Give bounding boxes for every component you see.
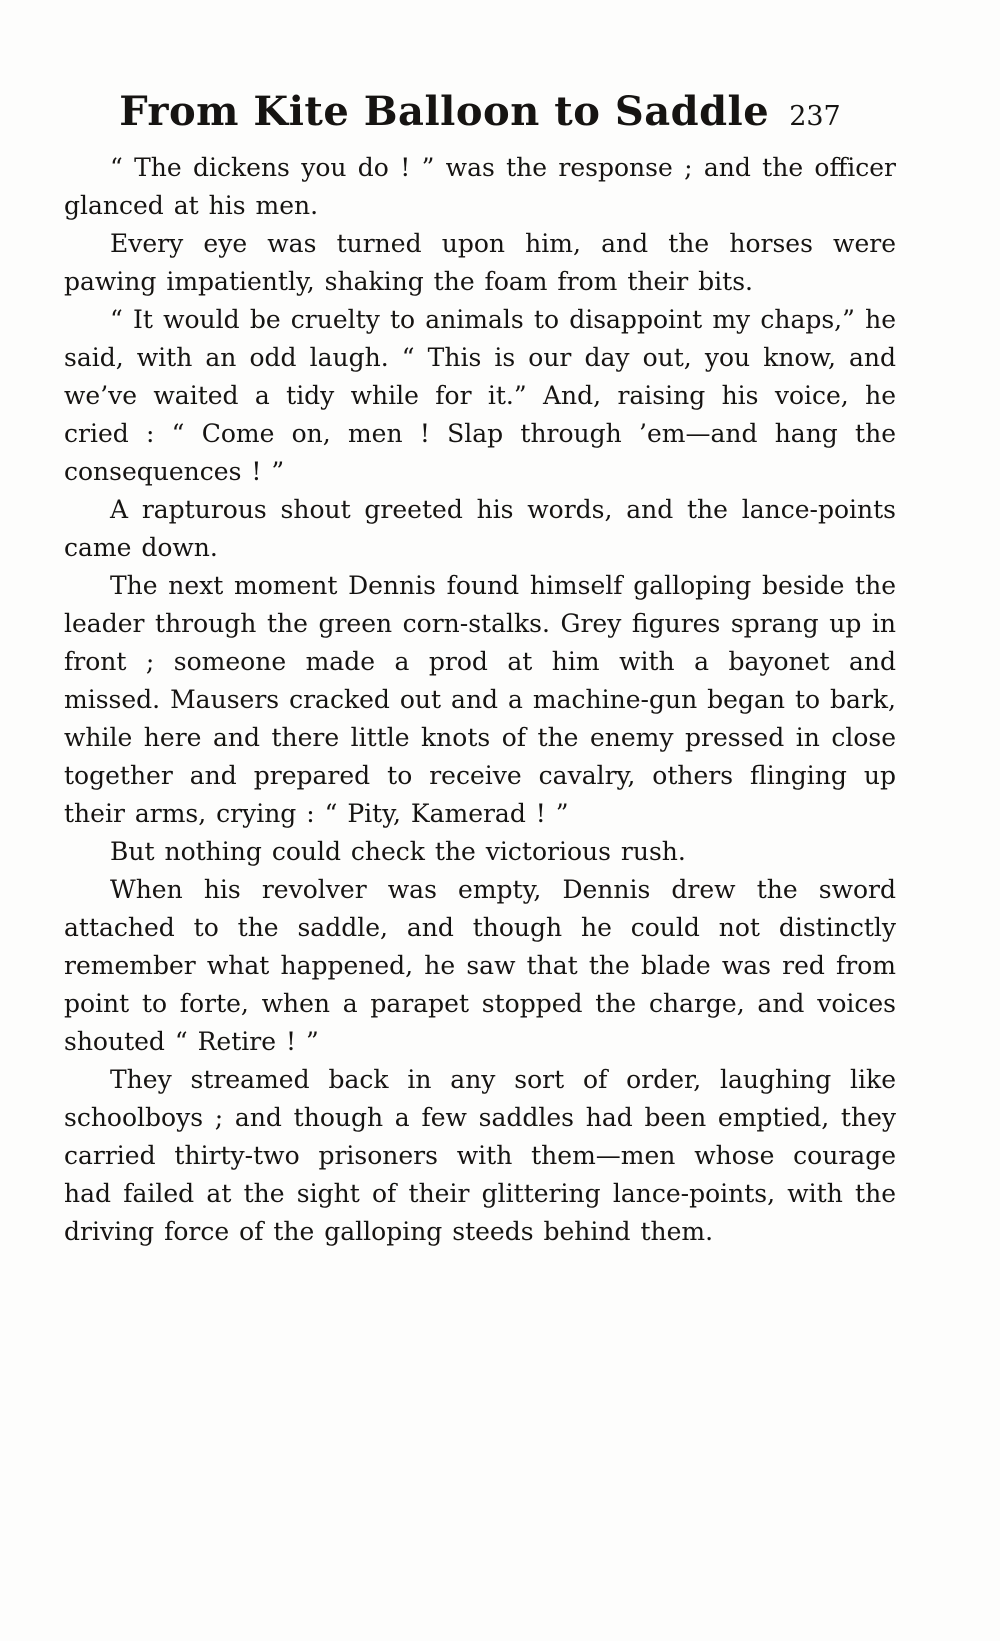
paragraph: A rapturous shout greeted his words, and the lance-points came down. bbox=[64, 495, 896, 562]
paragraph: The next moment Dennis found himself galloping beside the leader through the green corn-stalks. Grey figures sprang up in front ; someone made a prod at him with a bayonet and missed. Mausers cracked out and a machine-gun began to bark, while here and there little knots of the enemy pressed in close together and prepared to receive cavalry, others flinging up their arms, crying : “ Pity, Kamerad ! ” bbox=[64, 571, 896, 828]
page-header bbox=[64, 88, 896, 135]
page-body bbox=[64, 149, 896, 1251]
chapter-title: From Kite Balloon to Saddle bbox=[119, 88, 770, 135]
paragraph: They streamed back in any sort of order, laughing like schoolboys ; and though a few saddles had been emptied, they carried thirty-two prisoners with them—men whose courage had failed at the sight of their glittering lance-points, with the driving force of the galloping steeds behind them. bbox=[64, 1065, 896, 1246]
paragraph: Every eye was turned upon him, and the horses were pawing impatiently, shaking the foam from their bits. bbox=[64, 229, 896, 296]
paragraph: But nothing could check the victorious rush. bbox=[110, 837, 686, 866]
paragraph: When his revolver was empty, Dennis drew the sword attached to the saddle, and though he could not distinctly remember what happened, he saw that the blade was red from point to forte, when a parapet stopped the charge, and voices shouted “ Retire ! ” bbox=[64, 875, 896, 1056]
paragraph: “ It would be cruelty to animals to disappoint my chaps,” he said, with an odd laugh. “ This is our day out, you know, and we’ve waited a tidy while for it.” And, raising his voice, he cried : “ Come on, men ! Slap through ’em—and hang the consequences ! ” bbox=[64, 305, 896, 486]
paragraph: “ The dickens you do ! ” was the response ; and the officer glanced at his men. bbox=[64, 153, 896, 220]
page-number: 237 bbox=[789, 101, 841, 132]
